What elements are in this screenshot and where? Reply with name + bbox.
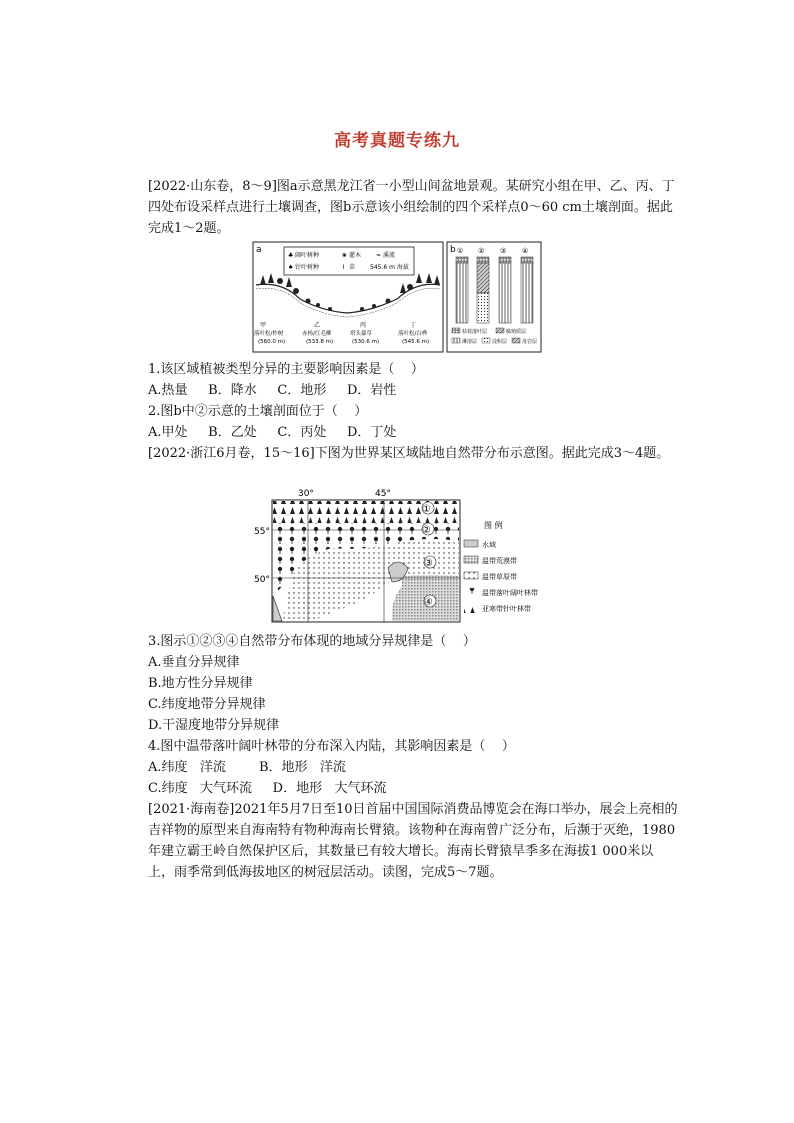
intro-question-5-7: [2021·海南卷]2021年5月7日至10日首届中国国际消费品博览会在海口举办，展会上亮相的吉祥物的原型来自海南特有物种海南长臂猿。该物种在海南曾广泛分布，后濒于灭绝，1980年建立霸王岭自然保护区后，其数量已有较大增长。海南长臂猿旱季多在海拔1 000米以上，雨季常到低海拔地区的树冠层活动。读图，完成5～7题。 [148, 802, 678, 880]
question-4-options-cd: C.纬度 大气环流 D．地形 大气环流 [148, 781, 387, 796]
figure-natural-zones-svg [252, 486, 548, 626]
basin-trees [260, 273, 440, 311]
question-1-options: A.热量 B．降水 C．地形 D．岩性 [148, 383, 397, 398]
question-4-options-ab: A.纬度 洋流 B．地形 洋流 [148, 760, 346, 775]
question-3-option-b: B.地方性分异规律 [148, 676, 253, 691]
legend-broadleaf: 阔叶树种 [295, 252, 320, 259]
question-2-options: A.甲处 B．乙处 C．丙处 D．丁处 [148, 425, 397, 440]
legend-water-swatch [464, 540, 478, 547]
question-3-option-d: D.干湿度地带分异规律 [148, 718, 280, 733]
question-1: 1.该区域植被类型分异的主要影响因素是（ ） [148, 362, 424, 377]
soil-profile-3 [499, 257, 511, 323]
legend-altitude: 545.6 m 海拔 [370, 264, 409, 271]
legend-broadleaf-swatch [464, 588, 478, 596]
legend-steppe: 温带草原带 [482, 573, 517, 581]
legend-broadleaf: 温带落叶阔叶林带 [482, 589, 538, 597]
panel-b-label: b [450, 245, 456, 255]
longitude-30: 30° [298, 489, 314, 499]
legend-stream-icon: ≈ [376, 252, 382, 259]
latitude-55: 55° [254, 527, 270, 537]
site-2-alt: (533.8 m) [306, 339, 334, 345]
question-3-option-c: C.纬度地带分异规律 [148, 697, 266, 712]
legend-shrub: 灌木 [349, 252, 362, 259]
soil-profile-4 [521, 257, 533, 323]
site-2-name: 乙 [314, 322, 321, 329]
legend-title: 图 例 [484, 521, 503, 530]
site-1-name: 甲 [260, 322, 267, 329]
profile-legend-2: 腐殖质层 [506, 329, 527, 335]
figure-basin-soil-svg [252, 241, 542, 353]
legend-conifer-swatch [464, 604, 478, 613]
longitude-45: 45° [375, 489, 391, 499]
intro-question-3-4: [2022·浙江6月卷，15～16]下图为世界某区域陆地自然带分布示意图。据此完成3～4题。 [148, 446, 670, 461]
legend-grass: 草 [349, 264, 356, 271]
zone-label-2: ② [422, 525, 431, 536]
site-4-name: 丁 [410, 322, 417, 329]
site-3-name: 丙 [360, 322, 367, 329]
profile-legend-3: 淋溶层 [462, 339, 478, 345]
legend-desert: 温带荒漠带 [482, 557, 517, 565]
zone-label-3: ③ [424, 558, 433, 569]
soil-profile-1 [456, 257, 468, 323]
intro-question-1-2: [2022·山东卷，8～9]图a示意黑龙江省一小型山间盆地景观。某研究小组在甲、乙、丙、丁四处布设采样点进行土壤调查，图b示意该小组绘制的四个采样点0～60 cm土壤剖面。据此完成1～2题。 [148, 179, 675, 236]
soil-profile-2 [477, 257, 489, 323]
legend-steppe-swatch [464, 572, 478, 579]
legend-conifer: 亚寒带针叶林带 [482, 605, 531, 613]
figure-basin-soil [252, 241, 542, 353]
legend-broadleaf-icon: ♣ [288, 252, 294, 259]
site-1-alt: (560.0 m) [258, 339, 286, 345]
profile-legend-5: 母岩层 [522, 339, 538, 345]
question-4: 4.图中温带落叶阔叶林带的分布深入内陆，其影响因素是（ ） [148, 739, 515, 754]
zone-label-4: ④ [424, 597, 433, 608]
site-1-veg: 落叶松/柞树 [254, 331, 284, 337]
profile-legend-1: 枯枝落叶层 [462, 329, 488, 335]
panel-a-label: a [256, 245, 262, 255]
legend-conifer: 针叶树种 [295, 264, 320, 271]
site-3-alt: (530.6 m) [352, 339, 380, 345]
profile-3-label: ③ [500, 247, 507, 255]
page-title: 高考真题专练九 [334, 131, 460, 151]
profile-2-label: ② [478, 247, 485, 255]
profile-1-label: ① [457, 247, 464, 255]
question-3: 3.图示①②③④自然带分布体现的地域分异规律是（ ） [148, 634, 476, 649]
profile-legend-4: 淀积层 [492, 339, 508, 345]
legend-stream: 溪流 [383, 252, 396, 259]
figure-natural-zones [252, 486, 548, 626]
legend-water: 水域 [482, 541, 496, 549]
zone-label-1: ① [422, 504, 431, 515]
legend-desert-swatch [464, 556, 478, 563]
site-4-alt: (545.6 m) [402, 339, 430, 345]
latitude-50: 50° [254, 575, 270, 585]
site-4-veg: 落叶松/白桦 [398, 331, 428, 337]
question-2: 2.图b中②示意的土壤剖面位于（ ） [148, 404, 368, 419]
site-2-veg: 赤杨/红毛柳 [302, 331, 332, 337]
profile-4-label: ④ [522, 247, 529, 255]
legend-grass-icon: ⌇ [342, 264, 345, 271]
site-3-veg: 塔头薹草 [350, 331, 373, 337]
legend-shrub-icon: ❀ [342, 252, 348, 259]
legend-conifer-icon: ♠ [288, 264, 294, 271]
question-3-option-a: A.垂直分异规律 [148, 655, 240, 670]
